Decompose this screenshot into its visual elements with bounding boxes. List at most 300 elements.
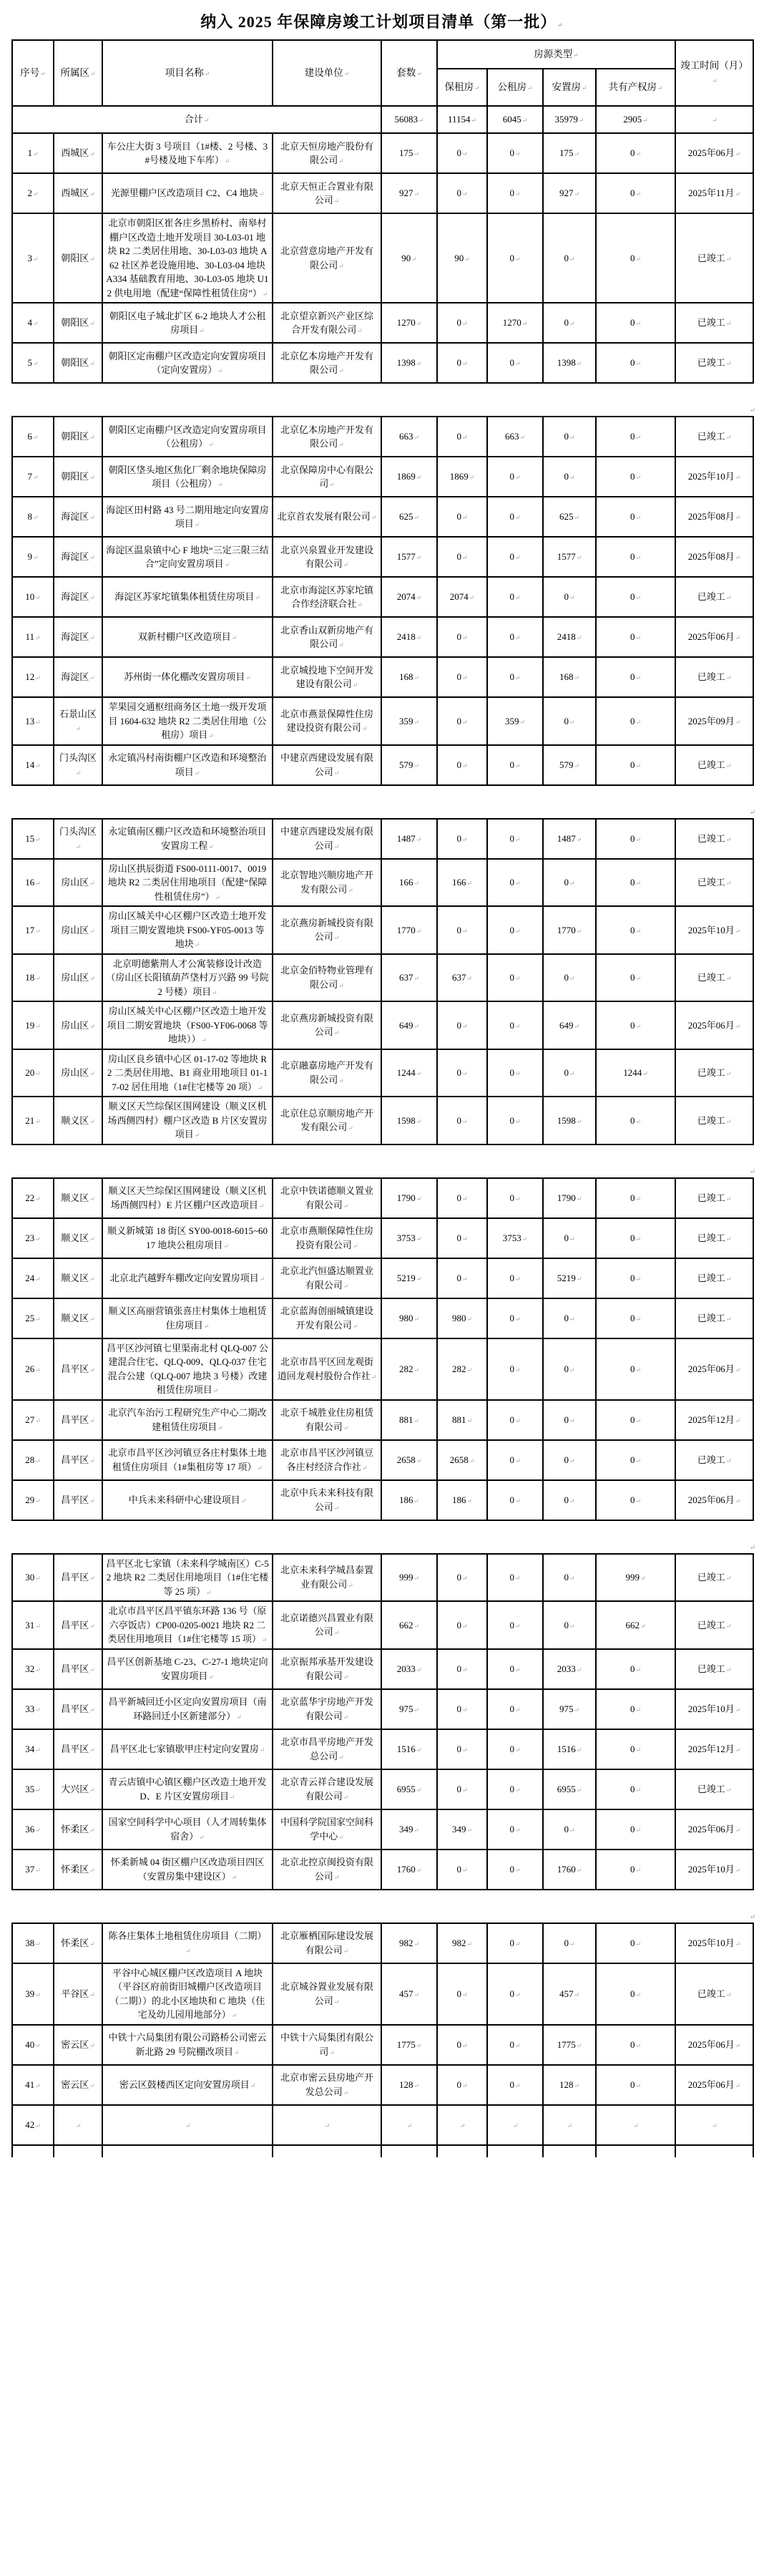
cell-gongzu: 0 ↵ [487, 1400, 543, 1440]
cell-no: 10 ↵ [12, 577, 54, 617]
cell-anzhi: 0 ↵ [543, 1338, 596, 1400]
cell-district: 房山区 ↵ [54, 906, 102, 954]
cell-no: 13 ↵ [12, 697, 54, 745]
cell-district: 房山区 ↵ [54, 1001, 102, 1049]
cell-completion: 2025年10月 ↵ [675, 1689, 753, 1729]
cell-gongyou: 662 ↵ [596, 1601, 675, 1649]
cell-units: 881 ↵ [381, 1400, 437, 1440]
cell-gongzu: 0 ↵ [487, 859, 543, 907]
cell-builder: 北京营意房地产开发有限公司 ↵ [273, 213, 381, 303]
projects-table-section [11, 1553, 754, 1890]
cell-gongzu: 0 ↵ [487, 954, 543, 1002]
cell-anzhi: 975 ↵ [543, 1689, 596, 1729]
cell-project: 房山区城关中心区棚户区改造土地开发项目三期安置地块 FS00-YF05-0013 等地块 ↵ [102, 906, 273, 954]
cell-baozu: 0 ↵ [437, 1554, 487, 1602]
cell-units: 90 ↵ [381, 213, 437, 303]
cell-district: 房山区 ↵ [54, 859, 102, 907]
cell-units: 1775 ↵ [381, 2025, 437, 2065]
cell-anzhi: 457 ↵ [543, 1963, 596, 2025]
cell-district: 海淀区 ↵ [54, 497, 102, 537]
cell-baozu: 0 ↵ [437, 303, 487, 343]
cell-units: 175 ↵ [381, 133, 437, 173]
cell-anzhi: 0 ↵ [543, 1400, 596, 1440]
cell-units: 1770 ↵ [381, 906, 437, 954]
cell-builder: 北京住总京顺房地产开发有限公司 ↵ [273, 1097, 381, 1144]
cell-builder: 北京市燕景保障性住房建设投资有限公司 ↵ [273, 697, 381, 745]
cell-project: 车公庄大街 3 号项目（1#楼、2 号楼、3#号楼及地下车库） ↵ [102, 133, 273, 173]
cell-gongzu: 0 ↵ [487, 819, 543, 859]
cell-completion: 已竣工 ↵ [675, 577, 753, 617]
table-row [12, 417, 753, 457]
cell-baozu: 0 ↵ [437, 1649, 487, 1689]
cell-no: 19 ↵ [12, 1001, 54, 1049]
table-row [12, 1554, 753, 1602]
cell-baozu: 0 ↵ [437, 657, 487, 697]
cell-district: 昌平区 ↵ [54, 1601, 102, 1649]
cell-anzhi: 0 ↵ [543, 697, 596, 745]
cell-completion: 已竣工 ↵ [675, 819, 753, 859]
cell-gongyou: 0 ↵ [596, 173, 675, 213]
cell-units: 1270 ↵ [381, 303, 437, 343]
cell-gongzu: 663 ↵ [487, 417, 543, 457]
cell-units: 2658 ↵ [381, 1440, 437, 1480]
cell-baozu: 0 ↵ [437, 819, 487, 859]
table-row [12, 1769, 753, 1809]
cell-units: 457 ↵ [381, 1963, 437, 2025]
cell-anzhi: 1516 ↵ [543, 1729, 596, 1769]
cell-units: 927 ↵ [381, 173, 437, 213]
table-row [12, 1001, 753, 1049]
cell-units: 349 ↵ [381, 1809, 437, 1850]
cell-project: 北京市朝阳区崔各庄乡黑桥村、南皋村棚户区改造土地开发项目 30-L03-01 地块 R2 二类居住用地、30-L03-03 地块 A62 社区养老设施用地、30-L03-04 地块 A334 基础教育用地、30-L03-05 地块 U12 供电用地（配建“保障性租赁住房”） ↵ [102, 213, 273, 303]
cell-completion: 已竣工 ↵ [675, 1178, 753, 1218]
cell-district: 房山区 ↵ [54, 1049, 102, 1097]
cell-gongyou: 999 ↵ [596, 1554, 675, 1602]
table-row [12, 1049, 753, 1097]
cell-anzhi: 5219 ↵ [543, 1258, 596, 1298]
table-row [12, 1480, 753, 1520]
cell-gongzu: 0 ↵ [487, 1963, 543, 2025]
cell-district: 西城区 ↵ [54, 173, 102, 213]
cell-gongzu: 0 ↵ [487, 1601, 543, 1649]
cell-district: 朝阳区 ↵ [54, 213, 102, 303]
cell-project: 双新村棚户区改造项目 ↵ [102, 617, 273, 657]
cell-district: 顺义区 ↵ [54, 1218, 102, 1258]
table-row [12, 1178, 753, 1218]
cell-baozu: 0 ↵ [437, 133, 487, 173]
cell-units: 1869 ↵ [381, 457, 437, 497]
cell-anzhi: 649 ↵ [543, 1001, 596, 1049]
cell-project: 朝阳区定南棚户区改造定向安置房项目（定向安置房） ↵ [102, 343, 273, 383]
cell-units: 359 ↵ [381, 697, 437, 745]
cell-builder: 北京亿本房地产开发有限公司 ↵ [273, 343, 381, 383]
header-completion: 竣工时间（月） ↵ [675, 40, 753, 106]
projects-table-section [11, 818, 754, 1145]
cell-project: 顺义区天竺综保区围网建设（顺义区机场西侧四村）棚户区改造 B 片区安置房项目 ↵ [102, 1097, 273, 1144]
cell-gongyou: 0 ↵ [596, 1338, 675, 1400]
cell-gongyou: 0 ↵ [596, 1178, 675, 1218]
cell-anzhi: 0 ↵ [543, 954, 596, 1002]
cell-builder: 北京燕房新城投资有限公司 ↵ [273, 1001, 381, 1049]
cell-no: 21 ↵ [12, 1097, 54, 1144]
cell-units: 649 ↵ [381, 1001, 437, 1049]
cell-gongzu: 359 ↵ [487, 697, 543, 745]
cell-gongyou: 0 ↵ [596, 954, 675, 1002]
cell-completion: 已竣工 ↵ [675, 1440, 753, 1480]
cell-gongyou: 0 ↵ [596, 1729, 675, 1769]
cell-anzhi: 0 ↵ [543, 859, 596, 907]
cell-baozu: 0 ↵ [437, 537, 487, 577]
cell-completion: 2025年06月 ↵ [675, 1809, 753, 1850]
cell-no: 34 ↵ [12, 1729, 54, 1769]
projects-table-section [11, 39, 754, 384]
header-gongyou: 共有产权房 ↵ [596, 69, 675, 106]
cell-completion: 已竣工 ↵ [675, 343, 753, 383]
cell-units: 1760 ↵ [381, 1850, 437, 1890]
cell-units: 980 ↵ [381, 1298, 437, 1338]
cell-project: 房山区拱辰街道 FS00-0111-0017、0019 地块 R2 二类居住用地项目（配建“保障性租赁住房”） ↵ [102, 859, 273, 907]
cell-project: 房山区良乡镇中心区 01-17-02 等地块 R2 二类居住用地、B1 商业用地项目 01-17-02 居住用地（1#住宅楼等 20 项） ↵ [102, 1049, 273, 1097]
cell-baozu: 0 ↵ [437, 1178, 487, 1218]
cell-gongzu: 0 ↵ [487, 1049, 543, 1097]
cell-gongzu: 0 ↵ [487, 1923, 543, 1963]
cell-project: 顺义新城第 18 街区 SY00-0018-6015~6017 地块公租房项目 ↵ [102, 1218, 273, 1258]
cell-baozu: 881 ↵ [437, 1400, 487, 1440]
cell-no: 41 ↵ [12, 2065, 54, 2105]
cell-gongyou: 0 ↵ [596, 1298, 675, 1338]
cell-anzhi: 0 ↵ [543, 213, 596, 303]
cell-no: 1 ↵ [12, 133, 54, 173]
cell-anzhi: 0 ↵ [543, 1480, 596, 1520]
cell-completion: 2025年08月 ↵ [675, 497, 753, 537]
cell-baozu: 637 ↵ [437, 954, 487, 1002]
cell-gongyou: 0 ↵ [596, 497, 675, 537]
cell-builder: 北京城谷置业发展有限公司 ↵ [273, 1963, 381, 2025]
cell-no: 42 ↵ [12, 2105, 54, 2145]
cell-no: 37 ↵ [12, 1850, 54, 1890]
cell-completion: 2025年12月 ↵ [675, 1729, 753, 1769]
cell-no: 2 ↵ [12, 173, 54, 213]
cell-gongzu: 1270 ↵ [487, 303, 543, 343]
cell-completion: 已竣工 ↵ [675, 745, 753, 785]
cell-district: 朝阳区 ↵ [54, 343, 102, 383]
cell-units: 168 ↵ [381, 657, 437, 697]
cell-district: 顺义区 ↵ [54, 1298, 102, 1338]
cell-builder: 北京雁栖国际建设发展有限公司 ↵ [273, 1923, 381, 1963]
cell-builder: 北京保障房中心有限公司 ↵ [273, 457, 381, 497]
cell-no: 40 ↵ [12, 2025, 54, 2065]
cell-units: 186 ↵ [381, 1480, 437, 1520]
cell-units: 663 ↵ [381, 417, 437, 457]
cell-completion: 2025年08月 ↵ [675, 537, 753, 577]
cell-no: 38 ↵ [12, 1923, 54, 1963]
cell-gongzu: 0 ↵ [487, 906, 543, 954]
cell-baozu: 0 ↵ [437, 1729, 487, 1769]
cell-project: 昌平区北七家镇（未来科学城南区）C-52 地块 R2 二类居住用地项目（1#住宅楼等 25 项） ↵ [102, 1554, 273, 1602]
cell-gongyou: 0 ↵ [596, 213, 675, 303]
cell-gongyou: 0 ↵ [596, 1923, 675, 1963]
cell-builder: 北京青云祥合建设发展有限公司 ↵ [273, 1769, 381, 1809]
cell-builder: 中铁十六局集团有限公司 ↵ [273, 2025, 381, 2065]
cell-gongzu: 0 ↵ [487, 2025, 543, 2065]
cell-completion: 已竣工 ↵ [675, 303, 753, 343]
cell-baozu: 282 ↵ [437, 1338, 487, 1400]
cell-gongzu: 0 ↵ [487, 1729, 543, 1769]
cell-project: 朝阳区定南棚户区改造定向安置房项目（公租房） ↵ [102, 417, 273, 457]
cell-baozu: 2074 ↵ [437, 577, 487, 617]
cell-builder: 北京诺德兴昌置业有限公司 ↵ [273, 1601, 381, 1649]
cell-anzhi: 1577 ↵ [543, 537, 596, 577]
cell-builder: 北京中铁诺德顺义置业有限公司 ↵ [273, 1178, 381, 1218]
header-baozu: 保租房 ↵ [437, 69, 487, 106]
cell-project: 顺义区高丽营镇张喜庄村集体土地租赁住房项目 ↵ [102, 1298, 273, 1338]
cell-builder: 北京市海淀区苏家坨镇合作经济联合社 ↵ [273, 577, 381, 617]
table-row [12, 133, 753, 173]
cell-anzhi: 0 ↵ [543, 1440, 596, 1480]
table-row [12, 657, 753, 697]
cell-no: 39 ↵ [12, 1963, 54, 2025]
table-row [12, 343, 753, 383]
cell-project: 永定镇南区棚户区改造和环境整治项目安置房工程 ↵ [102, 819, 273, 859]
cell-units: 1790 ↵ [381, 1178, 437, 1218]
cell-gongzu: 0 ↵ [487, 133, 543, 173]
cell-gongyou: 0 ↵ [596, 1218, 675, 1258]
cell-project [102, 2145, 273, 2157]
cell-completion: 已竣工 ↵ [675, 1649, 753, 1689]
cell-completion: 2025年09月 ↵ [675, 697, 753, 745]
cell-district: 平谷区 ↵ [54, 1963, 102, 2025]
cell-gongyou: 0 ↵ [596, 1400, 675, 1440]
cell-district: 怀柔区 ↵ [54, 1923, 102, 1963]
cell-builder: 中国科学院国家空间科学中心 ↵ [273, 1809, 381, 1850]
cell-no: 15 ↵ [12, 819, 54, 859]
cell-anzhi: 0 ↵ [543, 1601, 596, 1649]
cell-anzhi: 927 ↵ [543, 173, 596, 213]
cell-completion: 2025年12月 ↵ [675, 1400, 753, 1440]
cell-district: 怀柔区 ↵ [54, 1809, 102, 1850]
cell-units: 975 ↵ [381, 1689, 437, 1729]
cell-no: 25 ↵ [12, 1298, 54, 1338]
table-row [12, 457, 753, 497]
cell-baozu: 982 ↵ [437, 1923, 487, 1963]
projects-table-section [11, 416, 754, 786]
cell-baozu [437, 2105, 487, 2145]
table-row [12, 2025, 753, 2065]
cell-completion: 2025年10月 ↵ [675, 457, 753, 497]
cell-builder: 北京市昌平房地产开发总公司 ↵ [273, 1729, 381, 1769]
cell-gongyou [596, 2105, 675, 2145]
cell-district: 朝阳区 ↵ [54, 457, 102, 497]
cell-baozu: 0 ↵ [437, 1049, 487, 1097]
header-no: 序号 ↵ [12, 40, 54, 106]
cell-units: 579 ↵ [381, 745, 437, 785]
cell-completion: 已竣工 ↵ [675, 1218, 753, 1258]
cell-gongyou: 0 ↵ [596, 1850, 675, 1890]
cell-gongyou: 0 ↵ [596, 2065, 675, 2105]
cell-no: 4 ↵ [12, 303, 54, 343]
cell-gongyou: 0 ↵ [596, 859, 675, 907]
table-row [12, 577, 753, 617]
cell-gongyou: 0 ↵ [596, 657, 675, 697]
table-row [12, 303, 753, 343]
cell-project: 怀柔新城 04 街区棚户区改造项目四区（安置房集中建设区） ↵ [102, 1850, 273, 1890]
cell-anzhi: 168 ↵ [543, 657, 596, 697]
cell-project [102, 2105, 273, 2145]
table-row [12, 859, 753, 907]
cell-project: 海淀区苏家坨镇集体租赁住房项目 ↵ [102, 577, 273, 617]
cell-units: 3753 ↵ [381, 1218, 437, 1258]
table-row [12, 1338, 753, 1400]
cell-builder: 北京市昌平区回龙观街道回龙观村股份合作社 ↵ [273, 1338, 381, 1400]
cell-project: 北京明德紫荆人才公寓装修设计改造（房山区长阳镇葫芦垡村万兴路 99 号院 2 号楼）项目 ↵ [102, 954, 273, 1002]
cell-project: 昌平区沙河镇七里渠南北村 QLQ-007 公建混合住宅、QLQ-009、QLQ-037 住宅混合公建（QLQ-007 地块 3 号楼）改建租赁住房项目 ↵ [102, 1338, 273, 1400]
cell-gongyou: 0 ↵ [596, 577, 675, 617]
cell-district: 昌平区 ↵ [54, 1729, 102, 1769]
cell-builder: 北京蓝华宇房地产开发有限公司 ↵ [273, 1689, 381, 1729]
cell-project: 北京北汽越野车棚改定向安置房项目 ↵ [102, 1258, 273, 1298]
table-row [12, 2065, 753, 2105]
page-break-gap [0, 1890, 764, 1923]
cell-completion: 已竣工 ↵ [675, 1258, 753, 1298]
cell-baozu: 349 ↵ [437, 1809, 487, 1850]
table-row [12, 1649, 753, 1689]
cell-builder: 北京千城胜业住房租赁有限公司 ↵ [273, 1400, 381, 1440]
cell-completion: 已竣工 ↵ [675, 859, 753, 907]
cell-builder: 北京首农发展有限公司 ↵ [273, 497, 381, 537]
cell-units: 2418 ↵ [381, 617, 437, 657]
cell-gongyou: 0 ↵ [596, 819, 675, 859]
cell-completion: 2025年06月 ↵ [675, 1001, 753, 1049]
table-row [12, 1400, 753, 1440]
cell-gongzu: 0 ↵ [487, 1480, 543, 1520]
cell-project: 顺义区天竺综保区围网建设（顺义区机场西侧四村）E 片区棚户区改造项目 ↵ [102, 1178, 273, 1218]
table-row [12, 1809, 753, 1850]
cell-gongyou: 1244 ↵ [596, 1049, 675, 1097]
cell-builder: 北京融嘉房地产开发有限公司 ↵ [273, 1049, 381, 1097]
cell-district: 密云区 ↵ [54, 2025, 102, 2065]
cell-completion: 2025年06月 ↵ [675, 1480, 753, 1520]
cell-builder: 北京智地兴顺房地产开发有限公司 ↵ [273, 859, 381, 907]
cell-builder: 中建京西建设发展有限公司 ↵ [273, 745, 381, 785]
cell-baozu: 0 ↵ [437, 745, 487, 785]
cell-baozu: 0 ↵ [437, 2065, 487, 2105]
cell-baozu: 0 ↵ [437, 1218, 487, 1258]
table-row [12, 617, 753, 657]
table-row [12, 1729, 753, 1769]
cell-project: 永定镇冯村南街棚户区改造和环境整治项目 ↵ [102, 745, 273, 785]
table-row [12, 213, 753, 303]
cell-gongzu: 0 ↵ [487, 1649, 543, 1689]
cell-gongzu: 0 ↵ [487, 1097, 543, 1144]
cell-anzhi: 0 ↵ [543, 1049, 596, 1097]
table-row [12, 2105, 753, 2145]
cell-gongzu: 0 ↵ [487, 537, 543, 577]
cell-gongzu: 0 ↵ [487, 1769, 543, 1809]
cell-project: 朝阳区电子城北扩区 6-2 地块人才公租房项目 ↵ [102, 303, 273, 343]
projects-table-section [11, 1177, 754, 1521]
cell-baozu: 0 ↵ [437, 173, 487, 213]
cell-builder: 中建京西建设发展有限公司 ↵ [273, 819, 381, 859]
cell-anzhi: 1598 ↵ [543, 1097, 596, 1144]
cell-baozu: 0 ↵ [437, 1769, 487, 1809]
cell-anzhi [543, 2105, 596, 2145]
cell-no: 6 ↵ [12, 417, 54, 457]
cell-builder: 北京天恒正合置业有限公司 ↵ [273, 173, 381, 213]
cell-gongzu: 0 ↵ [487, 497, 543, 537]
cell-project: 昌平区创新基地 C-23、C-27-1 地块定向安置房项目 ↵ [102, 1649, 273, 1689]
cell-completion: 已竣工 ↵ [675, 1049, 753, 1097]
cell-units: 1577 ↵ [381, 537, 437, 577]
cell-baozu: 2658 ↵ [437, 1440, 487, 1480]
table-row [12, 537, 753, 577]
cell-district: 海淀区 ↵ [54, 657, 102, 697]
cell-gongyou: 0 ↵ [596, 537, 675, 577]
cell-district: 昌平区 ↵ [54, 1689, 102, 1729]
cell-gongyou: 0 ↵ [596, 2025, 675, 2065]
cell-gongzu: 0 ↵ [487, 457, 543, 497]
cell-completion [675, 2145, 753, 2157]
cell-baozu [437, 2145, 487, 2157]
cell-no: 29 ↵ [12, 1480, 54, 1520]
cell-completion: 2025年06月 ↵ [675, 617, 753, 657]
cell-no: 17 ↵ [12, 906, 54, 954]
table-header-row-top [12, 40, 753, 69]
cell-units: 999 ↵ [381, 1554, 437, 1602]
cell-project: 密云区鼓楼西区定向安置房项目 ↵ [102, 2065, 273, 2105]
cell-baozu: 980 ↵ [437, 1298, 487, 1338]
table-row [12, 1218, 753, 1258]
cell-no: 11 ↵ [12, 617, 54, 657]
cell-gongyou: 0 ↵ [596, 1258, 675, 1298]
cell-completion [675, 2105, 753, 2145]
cell-completion: 2025年06月 ↵ [675, 2065, 753, 2105]
cell-project: 海淀区田村路 43 号二期用地定向安置房项目 ↵ [102, 497, 273, 537]
cell-completion: 2025年06月 ↵ [675, 133, 753, 173]
cell-builder: 北京亿本房地产开发有限公司 ↵ [273, 417, 381, 457]
cell-builder [273, 2145, 381, 2157]
cell-project: 北京市昌平区昌平镇东环路 136 号（原六亭饭店）CP00-0205-0021 地块 R2 二类居住用地项目（1#住宅楼等 15 项） ↵ [102, 1601, 273, 1649]
cell-project: 国家空间科学中心项目（人才周转集体宿舍） ↵ [102, 1809, 273, 1850]
header-district: 所属区 ↵ [54, 40, 102, 106]
cell-units: 2033 ↵ [381, 1649, 437, 1689]
page-title: 纳入 2025 年保障房竣工计划项目清单（第一批） ↵ [0, 10, 764, 32]
cell-project: 房山区城关中心区棚户区改造土地开发项目二期安置地块（FS00-YF06-0068 等地块）） ↵ [102, 1001, 273, 1049]
cell-district: 房山区 ↵ [54, 954, 102, 1002]
cell-units: 1398 ↵ [381, 343, 437, 383]
cell-builder: 北京市密云县房地产开发总公司 ↵ [273, 2065, 381, 2105]
cell-builder: 北京振邦承基开发建设有限公司 ↵ [273, 1649, 381, 1689]
cell-district: 昌平区 ↵ [54, 1338, 102, 1400]
cell-project: 苏州街一体化棚改安置房项目 ↵ [102, 657, 273, 697]
page-break-gap [0, 786, 764, 818]
cell-anzhi: 1487 ↵ [543, 819, 596, 859]
page-break-gap [0, 1521, 764, 1553]
cell-builder: 北京北控京闽投资有限公司 ↵ [273, 1850, 381, 1890]
cell-gongzu [487, 2145, 543, 2157]
cell-project: 朝阳区垡头地区焦化厂剩余地块保障房项目（公租房） ↵ [102, 457, 273, 497]
cell-no: 32 ↵ [12, 1649, 54, 1689]
cell-gongyou: 0 ↵ [596, 697, 675, 745]
table-row [12, 1689, 753, 1729]
cell-district: 石景山区 ↵ [54, 697, 102, 745]
cell-units: 166 ↵ [381, 859, 437, 907]
cell-anzhi: 0 ↵ [543, 1809, 596, 1850]
table-row [12, 1601, 753, 1649]
cell-baozu: 0 ↵ [437, 1097, 487, 1144]
cell-district: 朝阳区 ↵ [54, 417, 102, 457]
cell-gongzu: 0 ↵ [487, 657, 543, 697]
cell-no: 26 ↵ [12, 1338, 54, 1400]
